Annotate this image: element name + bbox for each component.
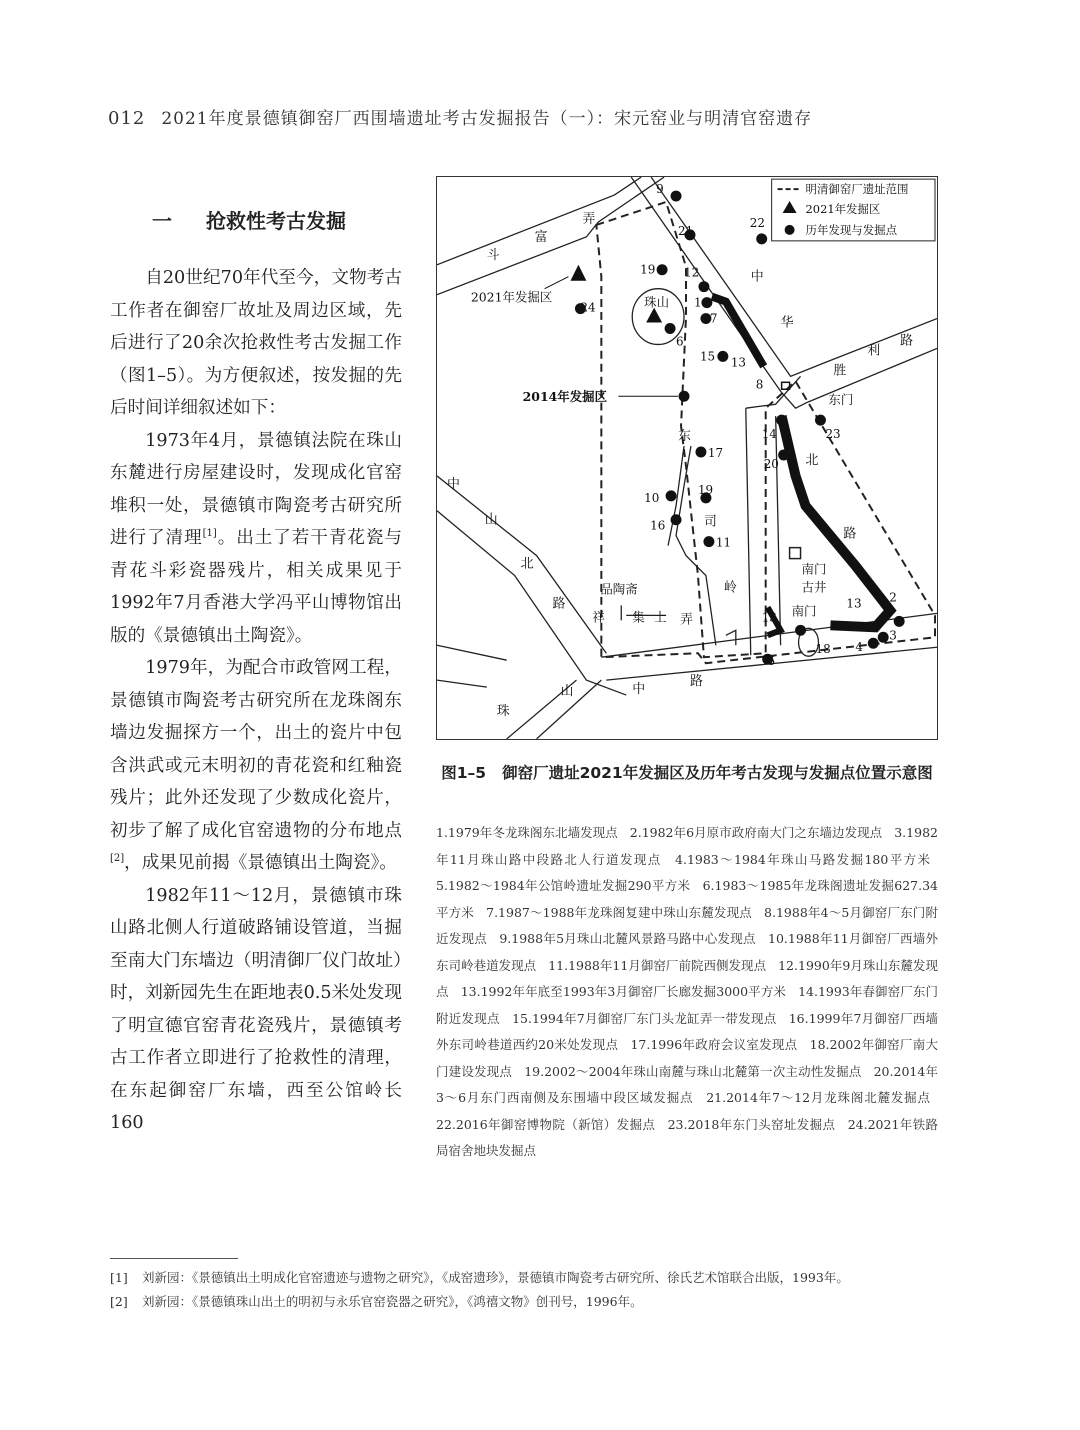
page-number: 012 xyxy=(108,108,146,129)
south-gate-well-marker xyxy=(790,548,801,559)
point-17 xyxy=(695,447,706,458)
label-10: 10 xyxy=(644,490,660,505)
figure-notes xyxy=(436,820,938,1165)
footnote-divider xyxy=(110,1258,238,1259)
point-14 xyxy=(776,415,787,426)
label-19b: 19 xyxy=(697,482,714,497)
road-nong2: 弄 xyxy=(680,612,693,628)
footnote-1-text: 刘新园：《景德镇出土明成化官窑遗迹与遗物之研究》，《成窑遗珍》，景德镇市陶瓷考古研究所、徐氏艺术馆联合出版，1993年。 xyxy=(142,1270,849,1285)
place-shang: 上 xyxy=(654,609,667,625)
place-ji: 集 xyxy=(632,609,645,625)
road-names xyxy=(447,212,913,719)
note-item: 3.1982年11月珠山路中段路北人行道发现点 xyxy=(436,825,938,867)
place-2014-area: 2014年发掘区 xyxy=(522,389,608,405)
place-south-well-1: 南门 xyxy=(801,561,827,577)
figure-label: 图1–5 xyxy=(441,764,487,782)
label-20: 20 xyxy=(763,456,779,471)
footnote-2-mark: [2] xyxy=(110,1294,128,1309)
note-item: 5.1982～1984年公馆岭遗址发掘290平方米 xyxy=(436,878,691,893)
section-heading xyxy=(152,205,346,234)
note-item: 6.1983～1985年龙珠阁遗址发掘627.34平方米 xyxy=(436,878,938,920)
road-zhong1: 中 xyxy=(750,269,764,285)
label-12: 12 xyxy=(684,265,700,280)
footnote-2-text: 刘新园：《景德镇珠山出土的明初与永乐官窑瓷器之研究》，《鸿禧文物》创刊号，1996年。 xyxy=(142,1294,643,1309)
point-23 xyxy=(815,415,826,426)
place-south-well-2: 古井 xyxy=(801,579,827,595)
section-number: 一 xyxy=(152,209,172,233)
point-22 xyxy=(756,233,767,244)
road-lu1: 路 xyxy=(900,333,914,349)
point-6 xyxy=(665,323,676,334)
running-header xyxy=(108,104,968,129)
note-item: 12.1990年9月珠山东麓发现点 xyxy=(436,957,938,999)
note-item: 9.1988年5月珠山北麓风景路马路中心发现点 xyxy=(499,931,756,946)
road-li: 利 xyxy=(867,343,881,359)
note-item: 17.1996年政府会议室发现点 xyxy=(630,1037,798,1052)
note-item: 16.1999年7月御窑厂西墙外东司岭巷道西约20米处发现点 xyxy=(436,1010,938,1052)
figure-caption xyxy=(436,760,938,786)
footnote-1-mark: [1] xyxy=(110,1270,128,1285)
paragraph-2-text-b: 。出土了若干青花瓷与青花斗彩瓷器残片，相关成果见于1992年7月香港大学冯平山博物馆出版的《景德镇出土陶瓷》。 xyxy=(110,528,402,646)
road-dou: 斗 xyxy=(486,247,500,263)
label-4: 4 xyxy=(855,640,863,655)
footnote-1 xyxy=(110,1268,950,1288)
legend-boundary: 明清御窑厂遗址范围 xyxy=(805,182,909,197)
running-title: 2021年度景德镇御窑厂西围墙遗址考古发掘报告（一）：宋元窑业与明清官窑遗存 xyxy=(161,109,813,129)
label-9: 9 xyxy=(656,182,664,197)
label-3: 3 xyxy=(889,628,897,643)
place-east-gate: 东门 xyxy=(828,392,854,408)
label-1: 1 xyxy=(693,295,702,310)
road-ling: 岭 xyxy=(723,580,737,596)
note-item: 24.2021年铁路局宿舍地块发掘点 xyxy=(436,1116,938,1158)
note-item: 4.1983～1984年珠山马路发掘180平方米 xyxy=(675,851,930,867)
note-item: 10.1988年11月御窑厂西墙外东司岭巷道发现点 xyxy=(436,931,938,973)
point-15 xyxy=(717,351,728,362)
road-lu4: 路 xyxy=(689,674,703,690)
note-item: 11.1988年11月御窑厂前院西侧发现点 xyxy=(548,957,767,973)
point-19a xyxy=(657,264,668,275)
point-9 xyxy=(671,191,682,202)
label-21: 21 xyxy=(678,223,694,238)
section-title: 抢救性考古发掘 xyxy=(206,209,346,233)
note-item: 22.2016年御窑博物院（新馆）发掘点 xyxy=(436,1116,656,1132)
point-18 xyxy=(795,625,806,636)
map-legend xyxy=(772,179,935,241)
point-16 xyxy=(671,514,682,525)
road-hua: 华 xyxy=(780,315,794,331)
excavation-2021-triangle xyxy=(570,265,586,281)
paragraph-2-text-a: 1973年4月，景德镇法院在珠山东麓进行房屋建设时，发现成化官窑堆积一处，景德镇市陶瓷考古研究所进行了清理 xyxy=(110,430,402,548)
label-19a: 19 xyxy=(640,262,656,277)
legend-points: 历年发现与发掘点 xyxy=(805,222,898,237)
road-lu3: 路 xyxy=(552,596,566,612)
footnote-2 xyxy=(110,1292,950,1312)
label-24: 24 xyxy=(580,300,596,315)
note-item: 8.1988年4～5月御窑厂东门附近发现点 xyxy=(436,904,938,946)
road-shan: 山 xyxy=(484,512,498,528)
label-16: 16 xyxy=(650,518,666,533)
road-bei: 北 xyxy=(805,452,819,468)
site-map xyxy=(437,177,937,739)
place-zhushan: 珠山 xyxy=(644,294,670,310)
footnote-ref-1[interactable]: [1] xyxy=(202,528,217,540)
paragraph-3-text-a: 1979年，为配合市政管网工程，景德镇市陶瓷考古研究所在龙珠阁东墙边发掘探方一个，出土的瓷片中包含洪武或元末明初的青花瓷和红釉瓷残片；此外还发现了少数成化瓷片，初步了解了成化官窑遗物的分布地点 xyxy=(110,658,402,841)
zhushan-triangle xyxy=(646,308,662,323)
note-item: 13.1992年年底至1993年3月御窑厂长廊发掘3000平方米 xyxy=(460,984,786,999)
road-si: 司 xyxy=(703,514,717,530)
note-item: 14.1993年春御窑厂东门附近发现点 xyxy=(436,984,938,1026)
label-13b: 13 xyxy=(846,596,862,611)
east-wall-excavation xyxy=(782,416,891,627)
note-item: 7.1987～1988年龙珠阁复建中珠山东麓发现点 xyxy=(486,904,752,920)
point-4 xyxy=(868,638,879,649)
note-item: 18.2002年御窑厂南大门建设发现点 xyxy=(436,1037,938,1079)
note-item: 20.2014年3～6月东门西南侧及东围墙中段区域发掘点 xyxy=(436,1063,938,1105)
paragraph-2 xyxy=(110,425,402,653)
label-15: 15 xyxy=(699,349,716,364)
place-2021-area: 2021年发掘区 xyxy=(470,289,553,305)
point-2 xyxy=(894,616,905,627)
note-item: 19.2002～2004年珠山南麓与珠山北麓第一次主动性发掘点 xyxy=(524,1063,862,1079)
point-1 xyxy=(701,297,712,308)
point-11 xyxy=(703,536,714,547)
road-nong: 弄 xyxy=(582,211,596,227)
label-5: 5 xyxy=(767,654,776,669)
label-22: 22 xyxy=(749,215,765,230)
label-23: 23 xyxy=(825,427,841,442)
note-item: 2.1982年6月原市政府南大门之东墙边发现点 xyxy=(629,825,883,840)
place-xiang: 祥 xyxy=(592,609,605,625)
legend-2021: 2021年发掘区 xyxy=(805,201,881,216)
paragraph-3 xyxy=(110,652,402,880)
label-18: 18 xyxy=(815,642,831,657)
body-text xyxy=(110,262,402,1140)
note-item: 15.1994年7月御窑厂东门头龙缸弄一带发现点 xyxy=(512,1010,777,1026)
label-11: 11 xyxy=(715,535,732,550)
label-14: 14 xyxy=(761,427,777,442)
note-item: 1.1979年冬龙珠阁东北墙发现点 xyxy=(436,825,618,840)
label-2: 2 xyxy=(889,590,897,605)
label-17: 17 xyxy=(707,446,724,461)
leader-2021 xyxy=(545,277,569,289)
note-item: 21.2014年7～12月龙珠阁北麓发掘点 xyxy=(706,1090,930,1105)
legend-dot-icon xyxy=(785,225,795,235)
label-13c: 13 xyxy=(761,610,777,625)
road-zhong2: 中 xyxy=(446,476,460,492)
point-20 xyxy=(778,450,789,461)
paragraph-1: 自20世纪70年代至今，文物考古工作者在御窑厂故址及周边区域，先后进行了20余次抢救性考古发掘工作（图1–5）。为方便叙述，按发掘的先后时间详细叙述如下： xyxy=(110,268,402,418)
place-pintaozhai: 品陶斋 xyxy=(600,581,638,597)
road-lu2: 路 xyxy=(843,526,857,542)
paragraph-4: 1982年11～12月，景德镇市珠山路北侧人行道破路铺设管道，当掘至南大门东墙边（明清御厂仪门故址）时，刘新园先生在距地表0.5米处发现了明宣德官窑青花瓷残片，景德镇考古工作者立即进行了抢救性的清理，在东起御窑厂东墙，西至公馆岭长160 xyxy=(110,885,402,1133)
road-fu: 富 xyxy=(534,229,548,245)
label-8: 8 xyxy=(755,377,764,392)
point-10 xyxy=(666,490,677,501)
site-map-figure xyxy=(436,176,938,740)
point-3 xyxy=(878,632,889,643)
road-zhong3: 中 xyxy=(632,682,646,698)
point-12 xyxy=(698,281,709,292)
road-shan2: 山 xyxy=(560,684,574,700)
paragraph-3-text-b: ，成果见前揭《景德镇出土陶瓷》。 xyxy=(124,853,397,873)
road-sheng: 胜 xyxy=(833,363,847,379)
point-2014 xyxy=(679,391,690,402)
road-dong: 东 xyxy=(678,429,691,445)
footnote-ref-2[interactable]: [2] xyxy=(110,853,125,865)
note-item: 23.2018年东门头窑址发掘点 xyxy=(667,1116,836,1132)
footnotes xyxy=(110,1268,950,1316)
road-bei2: 北 xyxy=(520,556,534,572)
figure-caption-text: 御窑厂遗址2021年发掘区及历年考古发现与发掘点位置示意图 xyxy=(502,764,933,782)
label-6: 6 xyxy=(676,334,684,349)
place-south-gate: 南门 xyxy=(791,603,817,619)
label-7: 7 xyxy=(709,311,718,326)
road-zhu: 珠 xyxy=(496,703,510,719)
label-13a: 13 xyxy=(730,355,747,370)
